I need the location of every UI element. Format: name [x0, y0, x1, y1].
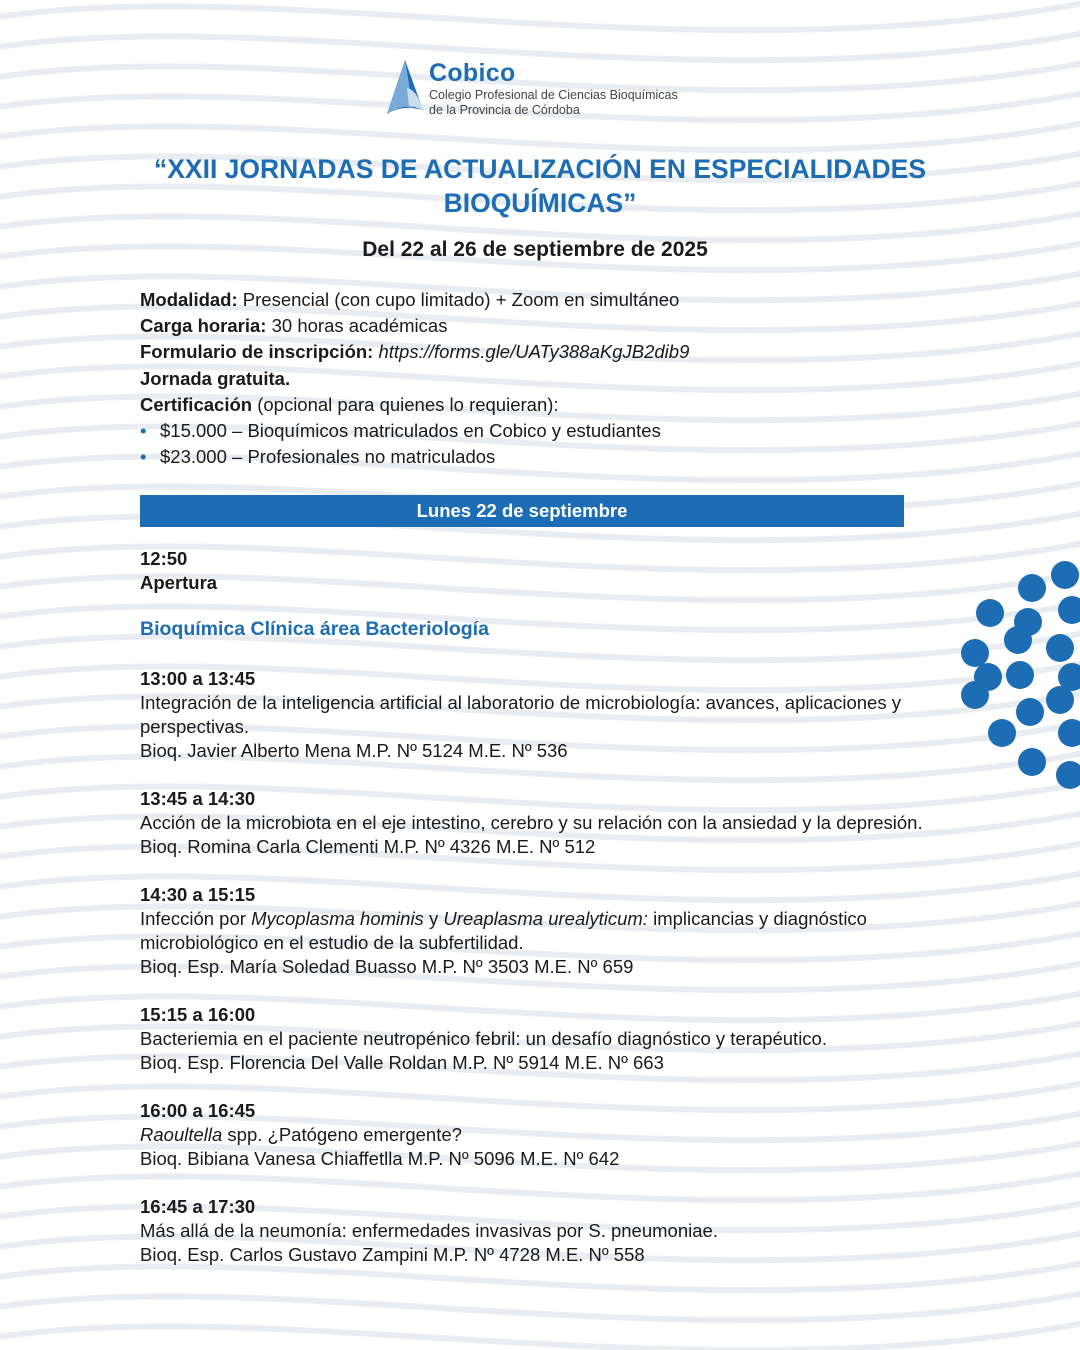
talk-item	[140, 883, 930, 979]
talk-title: Infección por Mycoplasma hominis y Ureaplasma urealyticum: implicancias y diagnóstico microbiológico en el estudio de la subfertilidad.	[140, 908, 867, 953]
cobico-logo-icon	[383, 58, 427, 118]
talk-time: 16:00 a 16:45	[140, 1100, 256, 1121]
talk-title: Acción de la microbiota en el eje intestino, cerebro y su relación con la ansiedad y la depresión.	[140, 812, 923, 833]
bullet-icon: •	[140, 420, 147, 442]
talk-item	[140, 1195, 930, 1267]
free-row: Jornada gratuita.	[140, 367, 291, 389]
talk-speaker: Bioq. Bibiana Vanesa Chiaffetlla M.P. Nº 5096 M.E. Nº 642	[140, 1148, 620, 1169]
opening-label: Apertura	[140, 572, 218, 593]
talk-title: Más allá de la neumonía: enfermedades invasivas por S. pneumoniae.	[140, 1220, 718, 1241]
talk-speaker: Bioq. Javier Alberto Mena M.P. Nº 5124 M.E. Nº 536	[140, 740, 568, 761]
talk-time: 16:45 a 17:30	[140, 1196, 256, 1217]
talk-time: 15:15 a 16:00	[140, 1004, 256, 1025]
price-bullet: • $15.000 – Bioquímicos matriculados en Cobico y estudiantes	[140, 418, 689, 444]
day-header: Lunes 22 de septiembre	[140, 495, 904, 527]
event-dates: Del 22 al 26 de septiembre de 2025	[362, 238, 708, 261]
opening	[140, 547, 217, 595]
talk-title: Raoultella spp. ¿Patógeno emergente?	[140, 1124, 462, 1145]
talk-time: 14:30 a 15:15	[140, 884, 256, 905]
org-name: Cobico	[429, 59, 516, 87]
event-title: “XXII JORNADAS DE ACTUALIZACIÓN EN ESPECIALIDADES BIOQUÍMICAS”	[153, 154, 926, 218]
talk-speaker: Bioq. Esp. Florencia Del Valle Roldan M.P. Nº 5914 M.E. Nº 663	[140, 1052, 664, 1073]
modality-row: Modalidad: Presencial (con cupo limitado) + Zoom en simultáneo	[140, 289, 680, 310]
event-info	[140, 287, 689, 470]
talk-speaker: Bioq. Romina Carla Clementi M.P. Nº 4326 M.E. Nº 512	[140, 836, 596, 857]
form-row: Formulario de inscripción: https://forms.gle/UATy388aKgJB2dib9	[140, 341, 690, 363]
hours-row: Carga horaria: 30 horas académicas	[140, 315, 448, 337]
talk-title: Integración de la inteligencia artificial al laboratorio de microbiología: avances, aplicaciones y perspectivas.	[140, 692, 901, 737]
talk-speaker: Bioq. Esp. María Soledad Buasso M.P. Nº 3503 M.E. Nº 659	[140, 956, 634, 977]
org-subtitle-2: de la Provincia de Córdoba	[429, 103, 580, 117]
talk-speaker: Bioq. Esp. Carlos Gustavo Zampini M.P. Nº 4728 M.E. Nº 558	[140, 1244, 645, 1265]
talk-time: 13:00 a 13:45	[140, 668, 256, 689]
section-title: Bioquímica Clínica área Bacteriología	[140, 618, 489, 640]
bullet-icon: •	[140, 446, 147, 468]
opening-time: 12:50	[140, 548, 188, 569]
form-link[interactable]: https://forms.gle/UATy388aKgJB2dib9	[373, 341, 690, 363]
talk-item	[140, 787, 930, 859]
certification-row: Certificación (opcional para quienes lo requieran):	[140, 393, 559, 415]
price-bullet: • $23.000 – Profesionales no matriculados	[140, 444, 689, 470]
cobico-logo	[383, 58, 723, 122]
talk-item	[140, 1099, 930, 1171]
org-subtitle-1: Colegio Profesional de Ciencias Bioquímicas	[429, 88, 678, 102]
schedule	[140, 667, 930, 1291]
talk-item	[140, 1003, 930, 1075]
talk-item	[140, 667, 930, 763]
talk-title: Bacteriemia en el paciente neutropénico febril: un desafío diagnóstico y terapéutico.	[140, 1028, 827, 1049]
talk-time: 13:45 a 14:30	[140, 788, 256, 809]
